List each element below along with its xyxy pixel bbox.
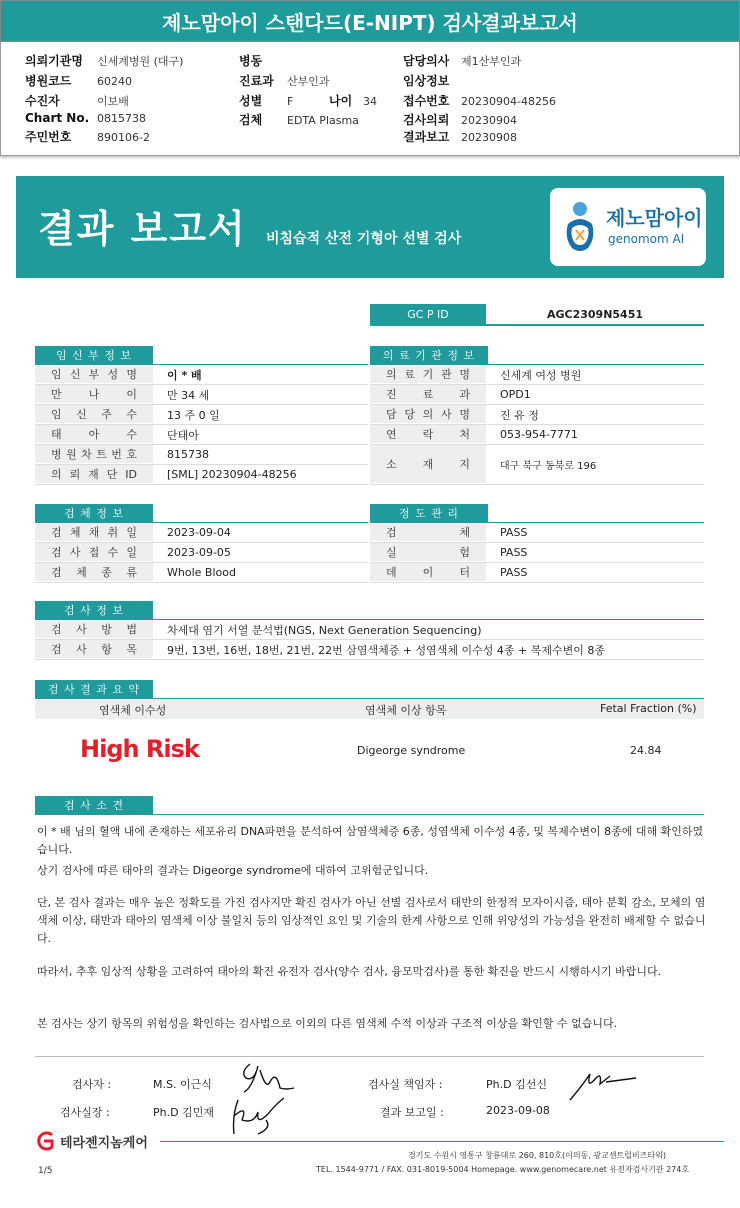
institution-address-value: 대구 북구 동북로 196 (500, 461, 597, 472)
logo-text: 제노맘아이 (606, 206, 703, 230)
row-label: 소 재 지 (370, 445, 486, 484)
row-label: 진 료 과 (370, 385, 486, 404)
section-result-summary: 검 사 결 과 요 약 (35, 680, 153, 698)
table-row (35, 405, 368, 425)
table-row (35, 465, 368, 485)
lab-head-label: 검사실 책임자 : (368, 1078, 443, 1091)
row-label: 검 체 종 류 (35, 563, 153, 582)
report-title-bar (0, 0, 740, 42)
gcpid-row (370, 304, 704, 326)
row-label: 태 아 수 (35, 425, 153, 444)
table-row (35, 543, 368, 563)
qc-data-value: PASS (500, 566, 528, 579)
institution-dept-value: OPD1 (500, 388, 531, 401)
row-label: 담 당 의 사 명 (370, 405, 486, 424)
opinion-paragraph: 본 검사는 상기 항목의 위험성을 확인하는 검사법으로 이외의 다른 염색체 수적 이상과 구조적 이상을 확인할 수 없습니다. (37, 1017, 618, 1030)
institution-phone-value: 053-954-7771 (500, 428, 578, 441)
field-request-date: 검사의뢰 20230904 (403, 113, 517, 127)
summary-header-row (35, 699, 704, 719)
pregnant-fetus-value: 단태아 (167, 428, 199, 442)
pregnant-weeks-value: 13 주 0 일 (167, 408, 220, 422)
field-clinical-info: 임상정보 (403, 74, 450, 88)
banner-title: 결과 보고서 (38, 207, 247, 251)
opinion-paragraph: 단, 본 검사 결과는 매우 높은 정확도를 가진 검사지만 확진 검사가 아닌 선별 검사로서 태반의 한정적 모자이시즘, 태아 분획 감소, 모체의 염색체 이상, 태반과 태아의 염색체 이상 불일치 등의 임상적인 요인 및 기술의 한계 사항으로 인해 위양성의 가능성을 완전히 배제할 수 없습니다. (37, 896, 706, 945)
field-resident-no: 주민번호 890106-2 (25, 130, 150, 144)
section-qc: 정 도 관 리 (370, 504, 488, 522)
row-label: 검 사 접 수 일 (35, 543, 153, 562)
summary-ff-value: 24.84 (630, 744, 662, 757)
gcpid-label: GC P ID (370, 304, 486, 324)
field-report-date: 결과보고 20230908 (403, 130, 517, 144)
table-row (35, 523, 368, 543)
section-institution-info: 의 료 기 관 정 보 (370, 346, 488, 364)
pregnant-name-value: 이 * 배 (167, 368, 202, 382)
summary-col-ff: Fetal Fraction (%) (600, 702, 697, 715)
tester-name: M.S. 이근식 (153, 1078, 212, 1091)
lab-chief-name: Ph.D 김민재 (153, 1106, 214, 1119)
summary-col-aneuploidy: 염색체 이수성 (99, 704, 167, 717)
signature-divider (35, 1056, 704, 1057)
high-risk-result: High Risk (80, 735, 199, 763)
table-row (35, 445, 368, 465)
row-label: 의 료 기 관 명 (370, 365, 486, 384)
genomom-logo-icon (560, 200, 600, 254)
institution-doctor-value: 진 유 정 (500, 408, 539, 422)
table-row (35, 365, 368, 385)
field-patient: 수진자 이보배 (25, 94, 129, 108)
opinion-paragraph: 이 * 배 님의 혈액 내에 존재하는 세포유리 DNA파편을 분석하여 삼염색체증 6종, 성염색체 이수성 4종, 및 복제수변이 8종에 대해 확인하였습니다. (37, 825, 704, 856)
table-row (35, 385, 368, 405)
test-items-value: 9번, 13번, 16번, 18번, 21번, 22번 삼염색체증 + 성염색체 이수성 4종 + 복제수변이 8종 (167, 643, 606, 657)
field-receipt-no: 접수번호 20230904-48256 (403, 94, 556, 108)
banner-subtitle: 비침습적 산전 기형아 선별 검사 (266, 231, 462, 247)
opinion-paragraph: 상기 검사에 따른 태아의 결과는 Digeorge syndrome에 대하여 고위험군입니다. (37, 864, 429, 877)
pregnant-age-value: 만 34 세 (167, 388, 210, 402)
specimen-collect-value: 2023-09-04 (167, 526, 231, 539)
tester-label: 검사자 : (72, 1078, 112, 1091)
section-divider (35, 814, 704, 815)
field-department: 진료과 산부인과 (239, 74, 330, 88)
footer-address: 경기도 수원시 영통구 창룡대로 260, 810호(이의동, 광교센트럴비즈타워) (408, 1151, 667, 1160)
lab-chief-signature (228, 1094, 292, 1138)
lab-head-name: Ph.D 김선신 (486, 1078, 547, 1091)
report-date-label: 결과 보고일 : (380, 1106, 444, 1119)
row-label: 검 체 채 취 일 (35, 523, 153, 542)
table-row (370, 405, 704, 425)
theragen-logo-icon (32, 1131, 58, 1151)
gcpid-value: AGC2309N5451 (546, 307, 644, 321)
row-label: 검 사 항 목 (35, 640, 153, 659)
section-specimen-info: 검 체 정 보 (35, 504, 153, 522)
table-row (370, 563, 704, 583)
section-pregnant-info: 임 신 부 정 보 (35, 346, 153, 364)
genomom-logo (550, 188, 706, 266)
table-row (370, 543, 704, 563)
footer-line (160, 1141, 724, 1142)
summary-item-value: Digeorge syndrome (357, 744, 466, 757)
report-title: 제노맘아이 스탠다드(E-NIPT) 검사결과보고서 (162, 10, 578, 35)
result-banner (16, 176, 724, 278)
lab-head-signature (566, 1066, 638, 1104)
row-label: 연 락 처 (370, 425, 486, 444)
row-label: 데 이 터 (370, 563, 486, 582)
specimen-type-value: Whole Blood (167, 566, 236, 579)
field-doctor: 담당의사 제1산부인과 (403, 54, 522, 68)
table-row (370, 445, 704, 485)
tester-signature (236, 1060, 298, 1096)
table-row (370, 523, 704, 543)
table-row (370, 385, 704, 405)
row-label: 실 험 (370, 543, 486, 562)
field-hospital-code: 병원코드 60240 (25, 74, 132, 88)
row-label: 검 사 방 법 (35, 620, 153, 639)
pregnant-chart-value: 815738 (167, 448, 209, 461)
row-label: 만 나 이 (35, 385, 153, 404)
table-row (35, 425, 368, 445)
field-sex: 성별 F (239, 94, 294, 108)
field-ward: 병동 (239, 54, 263, 68)
table-row (35, 640, 704, 660)
table-row (370, 365, 704, 385)
opinion-paragraph: 따라서, 추후 임상적 상황을 고려하여 태아의 확진 유전자 검사(양수 검사, 융모막검사)를 통한 확진을 반드시 시행하시기 바랍니다. (37, 965, 662, 978)
request-info-header (0, 42, 740, 156)
field-age: 나이 34 (329, 94, 377, 108)
lab-chief-label: 검사실장 : (60, 1106, 110, 1119)
summary-col-item: 염색체 이상 항목 (365, 704, 447, 717)
company-name: 테라젠지놈케어 (60, 1136, 148, 1151)
field-specimen: 검체 EDTA Plasma (239, 113, 359, 127)
specimen-receipt-value: 2023-09-05 (167, 546, 231, 559)
table-row (35, 563, 368, 583)
logo-subtext: genomom AI (608, 232, 685, 246)
table-row (35, 620, 704, 640)
qc-specimen-value: PASS (500, 526, 528, 539)
report-date-value: 2023-09-08 (486, 1104, 550, 1117)
row-label: 임 신 부 성 명 (35, 365, 153, 384)
table-row (370, 425, 704, 445)
field-institution: 의뢰기관명 신세계병원 (대구) (25, 54, 184, 68)
section-opinion: 검 사 소 견 (35, 796, 153, 814)
row-label: 검 체 (370, 523, 486, 542)
qc-experiment-value: PASS (500, 546, 528, 559)
section-test-info: 검 사 정 보 (35, 601, 153, 619)
row-label: 병 원 차 트 번 호 (35, 445, 153, 464)
field-chart-no: Chart No. 0815738 (25, 111, 146, 125)
pregnant-foundation-id-value: [SML] 20230904-48256 (167, 468, 297, 481)
test-method-value: 차세대 염기 서열 분석법(NGS, Next Generation Sequencing) (167, 623, 482, 637)
row-label: 임 신 주 수 (35, 405, 153, 424)
institution-name-value: 신세계 여성 병원 (500, 368, 582, 382)
row-label: 의 뢰 재 단 ID (35, 465, 153, 484)
footer-contact: TEL. 1544-9771 / FAX. 031-8019-5004 Homepage. www.genomecare.net 유전자검사기관 274호 (316, 1165, 690, 1174)
page-number: 1/5 (38, 1166, 53, 1176)
